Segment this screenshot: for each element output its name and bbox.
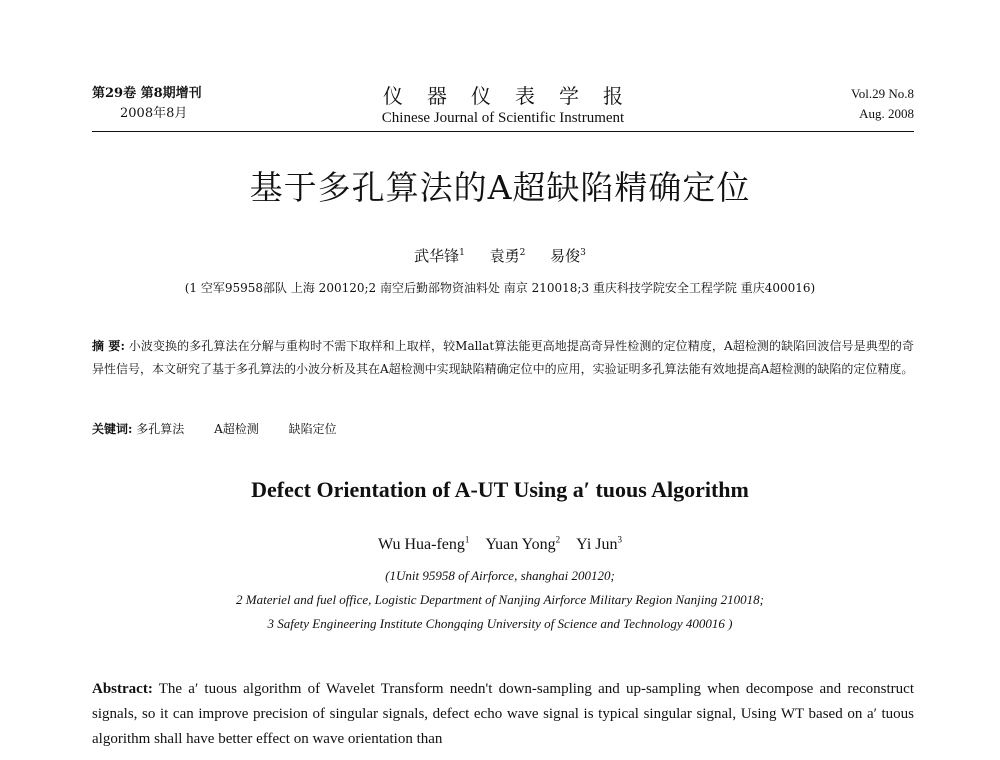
chinese-abstract (92, 335, 914, 381)
abstract-label-en: Abstract: (92, 681, 153, 697)
author: Yuan Yong$^2$ (485, 534, 561, 553)
keyword: A超检测 (214, 422, 259, 436)
author: 易俊$^3$ (550, 247, 586, 265)
keywords-label: 关键词: (92, 422, 133, 436)
date-en: Aug. 2008 (859, 106, 914, 121)
journal-header (92, 84, 914, 134)
chinese-title: 基于多孔算法的A超缺陷精确定位 (249, 168, 751, 207)
author: Wu Hua-feng$^1$ (378, 534, 470, 553)
volume-cn: 第29卷 第8期增刊 (92, 86, 202, 101)
affiliation-line: 2 Materiel and fuel office, Logistic Department of Nanjing Airforce Military Region Nanjing 210018; (236, 592, 764, 607)
abstract-text-cn: 小波变换的多孔算法在分解与重构时不需下取样和上取样，较Mallat算法能更高地提高奇异性检测的定位精度，A超检测的缺陷回波信号是典型的奇异性信号，本文研究了基于多孔算法的小波分析及其在A超检测中实现缺陷精确定位中的应用，实验证明多孔算法能有效地提高A超检测的缺陷的定位精度。 (92, 339, 914, 376)
chinese-authors (0, 246, 1000, 266)
english-abstract (92, 677, 914, 752)
header-center (92, 84, 914, 128)
header-rule (92, 131, 914, 132)
english-title: Defect Orientation of A-UT Using a′ tuous Algorithm (251, 477, 749, 502)
author: Yi Jun$^3$ (576, 534, 622, 553)
journal-name-en: Chinese Journal of Scientific Instrument (381, 110, 625, 126)
header-right (851, 84, 914, 124)
date-cn: 2008年8月 (120, 106, 188, 121)
abstract-text-en: The a′ tuous algorithm of Wavelet Transform needn't down-sampling and up-sampling when decompose and reconstruct signals, so it can improve precision of singular signals, defect echo wave signal is typical singular signal, Using WT based on a′ tuous algorithm shall have better effect on wave orientation than (92, 681, 915, 747)
english-authors (0, 535, 1000, 555)
chinese-affiliations: (1 空军95958部队 上海 200120;2 南空后勤部物资油料处 南京 210018;3 重庆科技学院安全工程学院 重庆400016) (184, 281, 816, 295)
abstract-label-cn: 摘 要: (92, 339, 125, 353)
journal-name-cn: 仪器仪表学报 (383, 84, 647, 108)
volume-en: Vol.29 No.8 (851, 86, 914, 101)
affiliation-line: (1Unit 95958 of Airforce, shanghai 200120; (385, 568, 615, 583)
author: 袁勇$^2$ (489, 247, 526, 265)
keyword: 缺陷定位 (288, 422, 337, 436)
chinese-keywords (92, 419, 914, 439)
affiliation-line: 3 Safety Engineering Institute Chongqing University of Science and Technology 400016 ) (267, 616, 733, 631)
english-affiliations (0, 564, 1000, 636)
author: 武华锋$^1$ (414, 247, 465, 265)
keyword: 多孔算法 (136, 422, 185, 436)
